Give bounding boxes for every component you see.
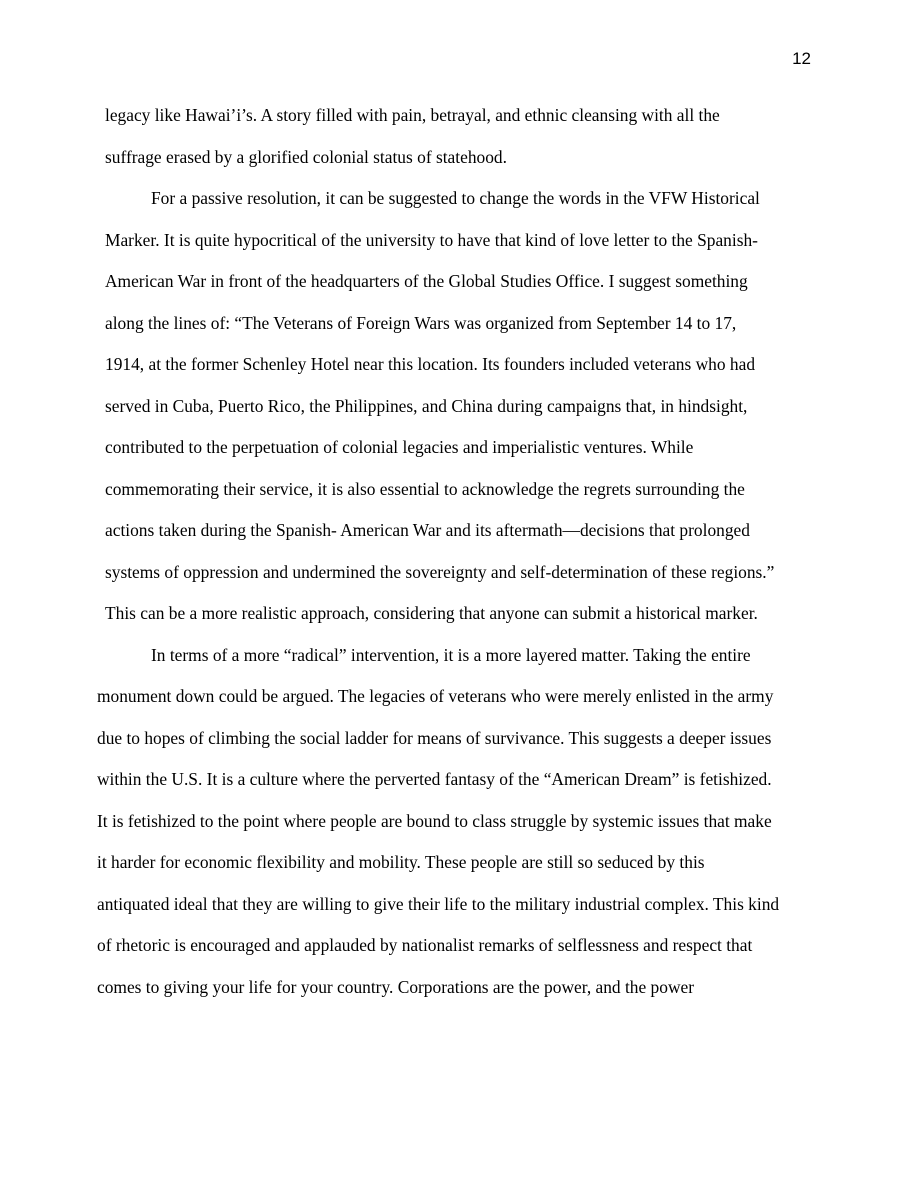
- paragraph-start-line: For a passive resolution, it can be suggested to change the words in the VFW Historical: [151, 188, 760, 208]
- body-line: served in Cuba, Puerto Rico, the Philippines, and China during campaigns that, in hindsight,: [105, 396, 748, 416]
- body-line: actions taken during the Spanish- American War and its aftermath—decisions that prolonged: [105, 520, 750, 540]
- body-line: monument down could be argued. The legacies of veterans who were merely enlisted in the army: [97, 686, 774, 706]
- body-line: antiquated ideal that they are willing to give their life to the military industrial complex. This kind: [97, 894, 780, 914]
- body-line: comes to giving your life for your country. Corporations are the power, and the power: [97, 977, 695, 997]
- body-line: 1914, at the former Schenley Hotel near this location. Its founders included veterans who had: [105, 354, 756, 374]
- body-line: due to hopes of climbing the social ladder for means of survivance. This suggests a deeper issues: [97, 728, 772, 748]
- paragraph-start-line: In terms of a more “radical” intervention, it is a more layered matter. Taking the entire: [151, 645, 751, 665]
- body-line: This can be a more realistic approach, considering that anyone can submit a historical marker.: [105, 603, 758, 623]
- body-line: of rhetoric is encouraged and applauded by nationalist remarks of selflessness and respect that: [97, 935, 753, 955]
- body-line: within the U.S. It is a culture where the perverted fantasy of the “American Dream” is fetishized.: [97, 769, 772, 789]
- body-line: American War in front of the headquarters of the Global Studies Office. I suggest something: [105, 271, 748, 291]
- body-line: contributed to the perpetuation of colonial legacies and imperialistic ventures. While: [105, 437, 694, 457]
- page-number: 12: [792, 49, 811, 68]
- body-line: It is fetishized to the point where people are bound to class struggle by systemic issues that make: [97, 811, 772, 831]
- body-line: Marker. It is quite hypocritical of the university to have that kind of love letter to the Spanish-: [105, 230, 758, 250]
- body-line: along the lines of: “The Veterans of Foreign Wars was organized from September 14 to 17,: [105, 313, 737, 333]
- body-line: legacy like Hawai’i’s. A story filled with pain, betrayal, and ethnic cleansing with all the: [105, 105, 720, 125]
- body-line: it harder for economic flexibility and mobility. These people are still so seduced by this: [97, 852, 705, 872]
- body-line: commemorating their service, it is also essential to acknowledge the regrets surrounding the: [105, 479, 745, 499]
- body-line: suffrage erased by a glorified colonial status of statehood.: [105, 147, 507, 167]
- body-line: systems of oppression and undermined the sovereignty and self-determination of these regions.”: [105, 562, 775, 582]
